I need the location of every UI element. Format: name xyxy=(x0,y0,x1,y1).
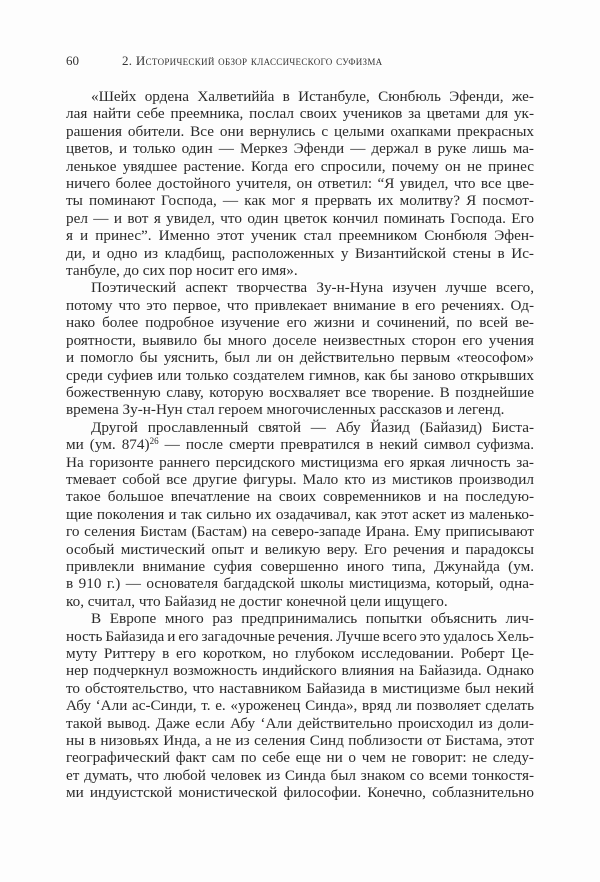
text-line: я и принес”. Именно этот ученик стал преемником Сюнбюля Эфен- xyxy=(66,227,534,245)
page-number: 60 xyxy=(66,53,79,68)
text-line: тмевает собой все другие фигуры. Мало кто из мистиков производил xyxy=(66,470,534,488)
text-line: особый мистический опыт и великую веру. Его речения и парадоксы xyxy=(66,540,534,558)
text-line: го селения Бистам (Бастам) на северо-западе Ирана. Ему приписывают xyxy=(66,523,534,541)
text-line: нер подчеркнул возможность индийского влияния на Байазида. Однако xyxy=(66,662,534,680)
text-line: щие поколения и так сильно их озадачивал, как этот аскет из маленько- xyxy=(66,505,534,523)
text-line: рашения обители. Все они вернулись с целыми охапками прекрасных xyxy=(66,122,534,140)
line-text: ми (ум. 874) xyxy=(66,436,150,454)
text-line: лая найти себе преемника, послал своих учеников за цветами для ук- xyxy=(66,105,534,123)
paragraph xyxy=(66,610,534,801)
text-line: В Европе много раз предпринимались попытки объяснить лич- xyxy=(91,610,534,628)
text-line: такое большое впечатление на своих современников и на последую- xyxy=(66,488,534,506)
text-line: ты поминают Господа, — как мог я прервать их молитву? Я посмот- xyxy=(66,192,534,210)
text-line: танбуле, до сих пор носит его имя». xyxy=(66,262,298,280)
text-line: то обстоятельство, что наставником Байазида в мистицизме был некий xyxy=(66,679,534,697)
text-line: роятности, выявило бы много доселе неизвестных сторон его учения xyxy=(66,331,534,349)
text-line: «Шейх ордена Халветиййа в Истанбуле, Сюнбюль Эфенди, же- xyxy=(91,88,534,105)
text-line: ничего более достойного учителя, он ответил: “Я увидел, что все цве- xyxy=(66,175,534,193)
text-line: цветов, и только один — Меркез Эфенди — держал в руке лишь ма- xyxy=(66,140,534,158)
text-line: ми индуистской монистической философии. Конечно, соблазнительно xyxy=(66,784,534,802)
text-line: Абу ‘Али ас-Синди, т. е. «уроженец Синда», вряд ли позволяет сделать xyxy=(66,697,534,715)
text-line: Поэтический аспект творчества Зу-н-Нуна изучен лучше всего, xyxy=(91,279,534,297)
body-text xyxy=(66,88,534,802)
text-line: такой вывод. Даже если Абу ‘Али действительно происходил из доли- xyxy=(66,714,534,732)
text-line: ет думать, что любой человек из Синда был знаком со всеми тонкостя- xyxy=(66,766,534,784)
text-line: времена Зу-н-Нун стал героем многочисленных рассказов и легенд. xyxy=(66,401,505,419)
text-line-with-footnote xyxy=(66,436,534,453)
text-line: На горизонте раннего персидского мистицизма его яркая личность за- xyxy=(66,453,534,471)
text-line: божественную славу, которую восхваляет все творение. В позднейшие xyxy=(66,383,534,401)
text-line: и помогло бы уяснить, был ли он действительно первым «теософом» xyxy=(66,349,534,367)
text-line: муту Риттеру в его коротком, но глубоком исследовании. Роберт Це- xyxy=(66,645,534,662)
text-line: ность Байазида и его загадочные речения. Лучше всего это удалось Хель- xyxy=(66,627,534,645)
running-header xyxy=(66,53,536,71)
line-text: — после смерти превратился в некий символ суфизма. xyxy=(158,436,535,454)
text-line: потому что это первое, что привлекает внимание в его речениях. Од- xyxy=(66,296,534,314)
text-line: в 910 г.) — основателя багдадской школы мистицизма, который, одна- xyxy=(66,575,534,593)
text-line: ны в низовьях Инда, а не из селения Синд поблизости от Бистама, этот xyxy=(66,732,534,750)
paragraph xyxy=(66,419,534,610)
text-line: ко, считал, что Байазид не достиг конечной цели ищущего. xyxy=(66,592,448,610)
running-title: 2. Исторический обзор классического суфизма xyxy=(122,53,383,68)
paragraph xyxy=(66,279,534,418)
paragraph xyxy=(66,88,534,279)
text-line: Другой прославленный святой — Абу Йазид (Байазид) Биста- xyxy=(91,418,534,436)
text-line: ленькое увядшее растение. Когда его спросили, почему он не принес xyxy=(66,157,534,175)
footnote-reference[interactable]: 26 xyxy=(149,436,159,447)
text-line: среди суфиев или только создателем гимнов, как бы заново открывших xyxy=(66,366,534,384)
text-line: ди, и одно из кладбищ, расположенных у Византийской стены в Ис- xyxy=(66,244,534,262)
text-line: географический факт сам по себе еще ни о чем не говорит: не следу- xyxy=(66,749,534,767)
text-line: привлекли внимание суфия совершенно иного типа, Джунайда (ум. xyxy=(66,557,534,575)
text-line: нако более подробное изучение его жизни и сочинений, по всей ве- xyxy=(66,314,534,332)
text-line: рел — и вот я увидел, что один цветок кончил поминать Господа. Его xyxy=(66,209,534,227)
